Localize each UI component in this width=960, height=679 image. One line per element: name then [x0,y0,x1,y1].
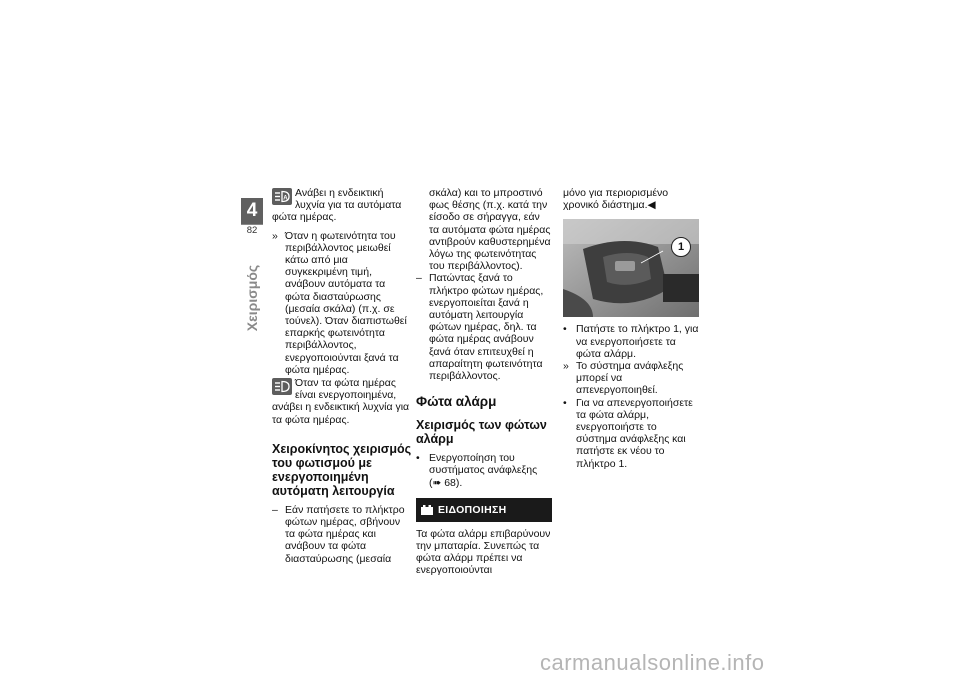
list-item [563,323,699,360]
battery-warning-icon [420,503,434,517]
paragraph [272,187,412,224]
text: σκάλα) και το μπροστινό φως θέσης (π.χ. κατά την είσοδο σε σήραγγα, εάν τα αυτόματα φώτα ημέρας αντιβρούν καθυστερημένα λόγω της φωτεινότητας του περιβάλλοντος). [429,187,551,273]
text: Πατώντας ξανά το πλήκτρο φώτων ημέρας, ενεργοποιείται ξανά η αυτόματη λειτουργία φώτων ημέρας, δηλ. τα φώτα ημέρας ανάβουν ξανά όταν επιτευχθεί η απαραίτητη φωτεινότητα περιβάλλοντος. [429,272,544,383]
notice-title: ΕΙΔΟΠΟΙΗΣΗ [438,503,507,516]
list-item [416,272,552,382]
handlebar-switch-illustration [563,219,699,317]
column-1 [272,187,412,565]
list-item-continued [416,187,552,272]
page-number: 82 [246,225,258,236]
notice-banner [416,498,552,522]
handlebar-switch-photo [563,219,699,317]
paragraph: μόνο για περιορισμένο χρονικό διάστημα.◀ [563,187,669,212]
text: Όταν τα φώτα ημέρας είναι ενεργοποιημένα, ανάβει η ενδεικτική λυχνία για τα φώτα ημέρας. [272,377,410,426]
svg-text:A: A [283,195,288,202]
text: Για να απενεργοποιήσετε τα φώτα αλάρμ, ενεργοποιήστε το σύστημα ανάφλεξης και πατήστε εκ νέου το πλήκτρο 1. [576,396,693,470]
list-item [563,397,699,470]
watermark: carmanualsonline.info [540,650,765,675]
chapter-tab [241,198,263,238]
bullet-marker: • [563,396,567,409]
chapter-title-text: Χειρισμός [244,264,260,332]
result-marker: » [272,229,278,242]
list-item [272,230,412,376]
chapter-number: 4 [241,198,263,224]
bullet-marker: • [416,452,420,465]
text: Εάν πατήσετε το πλήκτρο φώτων ημέρας, σβήνουν τα φώτα ημέρας και ανάβουν τα φώτα διασταύρωσης (μεσαία [285,503,405,565]
text: Όταν η φωτεινότητα του περιβάλλοντος μειωθεί κάτω από μια συγκεκριμένη τιμή, ανάβουν αυτόματα τα φώτα διασταύρωσης (μεσαία σκάλα) (π.χ. σε τούνελ). Όταν διαπιστωθεί επαρκής φωτεινότητα περιβάλλοντος, ενεργοποιούνται ξανά τα φώτα ημέρας. [285,229,407,376]
dash-marker: – [416,272,422,285]
list-item [272,504,412,565]
column-3 [563,187,699,470]
dash-marker: – [272,503,278,516]
bullet-marker: • [563,323,567,336]
section-heading: Χειροκίνητος χειρισμός του φωτισμού με ενεργοποιημένη αυτόματη λειτουργία [272,441,412,498]
daylight-indicator-icon [272,378,292,395]
section-title: Φώτα αλάρμ [416,394,497,410]
callout-1: 1 [671,237,691,257]
chapter-title [237,248,267,348]
auto-daylight-indicator-icon [272,188,292,205]
paragraph [272,377,412,426]
text: Ανάβει η ενδεικτική λυχνία για τα αυτόματα φώτα ημέρας. [272,187,402,224]
text: Το σύστημα ανάφλεξης μπορεί να απενεργοποιηθεί. [576,360,684,397]
column-2 [416,187,552,577]
notice-text: Τα φώτα αλάρμ επιβαρύνουν την μπαταρία. Συνεπώς τα φώτα αλάρμ πρέπει να ενεργοποιούνται [416,527,551,577]
list-item [416,452,552,489]
text: Πατήστε το πλήκτρο 1, για να ενεργοποιήσετε τα φώτα αλάρμ. [576,323,699,360]
result-marker: » [563,360,569,373]
subsection-heading: Χειρισμός των φώτων αλάρμ [416,418,547,447]
list-item [563,360,699,397]
text: Ενεργοποίηση του συστήματος ανάφλεξης (➠ 68). [429,452,538,489]
